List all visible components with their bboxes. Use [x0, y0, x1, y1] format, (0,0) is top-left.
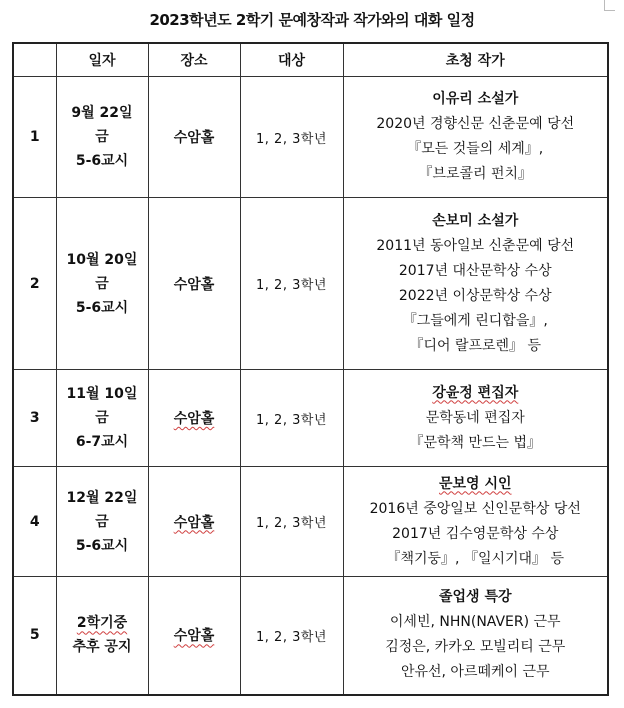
- author-cell: [343, 467, 608, 577]
- author-cell: [343, 577, 608, 695]
- author-detail: 이세빈, NHN(NAVER) 근무: [389, 614, 561, 631]
- author-detail: 2017년 대산문학상 수상: [398, 262, 552, 279]
- place-cell: [148, 370, 240, 467]
- author-detail: 2017년 김수영문학상 수상: [392, 525, 559, 542]
- schedule-table: [12, 42, 609, 696]
- author-detail: 『브로콜리 펀치』: [418, 166, 533, 182]
- header-author: 초청 작가: [343, 43, 608, 77]
- date-line: 5-6교시: [75, 299, 129, 316]
- target-cell: 1, 2, 3학년: [240, 370, 343, 467]
- author-detail: 김정은, 카카오 모빌리티 근무: [385, 639, 566, 656]
- author-detail: 2016년 중앙일보 신인문학상 당선: [369, 500, 581, 517]
- author-name-text: 강윤정 편집자: [432, 384, 519, 401]
- date-cell: [56, 77, 148, 198]
- row-number: 2: [13, 198, 56, 370]
- place-cell: [148, 577, 240, 695]
- header-date: 일자: [56, 43, 148, 77]
- author-detail: 2022년 이상문학상 수상: [398, 287, 552, 304]
- author-name-text: 문보영 시인: [439, 475, 512, 492]
- author-name: 손보미 소설가: [432, 212, 519, 229]
- place-cell: 수암홀: [148, 77, 240, 198]
- target-cell: 1, 2, 3학년: [240, 467, 343, 577]
- place-cell: 수암홀: [148, 198, 240, 370]
- date-line: 금: [95, 513, 109, 530]
- row-number: 3: [13, 370, 56, 467]
- date-line: 금: [95, 410, 109, 426]
- row-number: 4: [13, 467, 56, 577]
- table-row: [13, 370, 608, 467]
- author-detail: 『디어 랄프로렌』 등: [409, 337, 542, 354]
- header-target: 대상: [240, 43, 343, 77]
- date-cell: [56, 198, 148, 370]
- document-title: 2023학년도 2학기 문예창작과 작가와의 대화 일정: [149, 11, 475, 29]
- date-line: 5-6교시: [75, 153, 129, 169]
- header-number: [13, 43, 56, 77]
- author-name: [344, 381, 608, 406]
- author-detail: 『책기둥』, 『일시기대』 등: [386, 550, 565, 567]
- place-cell: [148, 467, 240, 577]
- date-line: 11월 10일: [66, 386, 138, 402]
- header-place: 장소: [148, 43, 240, 77]
- target-cell: 1, 2, 3학년: [240, 198, 343, 370]
- place-text: 수암홀: [173, 514, 215, 531]
- date-line: 6-7교시: [75, 434, 129, 450]
- header-row: [13, 43, 608, 77]
- author-detail: 2011년 동아일보 신춘문예 당선: [376, 237, 575, 254]
- date-line: 2학기중: [76, 615, 128, 632]
- date-line: 금: [95, 275, 109, 292]
- target-cell: 1, 2, 3학년: [240, 77, 343, 198]
- author-detail: 『모든 것들의 세계』,: [407, 141, 544, 157]
- author-name: [344, 472, 608, 497]
- author-name: 이유리 소설가: [432, 91, 519, 107]
- place-text: 수암홀: [173, 628, 215, 645]
- date-cell: [56, 467, 148, 577]
- row-number: 1: [13, 77, 56, 198]
- author-detail: 『문학책 만드는 법』: [409, 434, 542, 451]
- author-detail: 『그들에게 린디합을』,: [402, 312, 548, 329]
- author-detail: 문학동네 편집자: [425, 409, 525, 426]
- author-detail: 안유선, 아르떼케이 근무: [400, 664, 550, 681]
- date-line: 추후 공지: [72, 639, 132, 656]
- place-text: 수암홀: [173, 411, 215, 427]
- author-cell: [343, 77, 608, 198]
- table-row: [13, 577, 608, 695]
- date-line: 12월 22일: [66, 489, 138, 506]
- date-line: 5-6교시: [75, 537, 129, 554]
- date-line: 10월 20일: [66, 251, 138, 268]
- table-row: [13, 77, 608, 198]
- date-cell: [56, 370, 148, 467]
- author-cell: [343, 370, 608, 467]
- table-row: [13, 467, 608, 577]
- author-cell: [343, 198, 608, 370]
- date-line: 금: [95, 129, 109, 145]
- table-row: [13, 198, 608, 370]
- row-number: 5: [13, 577, 56, 695]
- target-cell: 1, 2, 3학년: [240, 577, 343, 695]
- date-line: 9월 22일: [71, 105, 133, 121]
- author-name: 졸업생 특강: [439, 589, 512, 606]
- author-detail: 2020년 경향신문 신춘문예 당선: [376, 116, 575, 132]
- date-cell: [56, 577, 148, 695]
